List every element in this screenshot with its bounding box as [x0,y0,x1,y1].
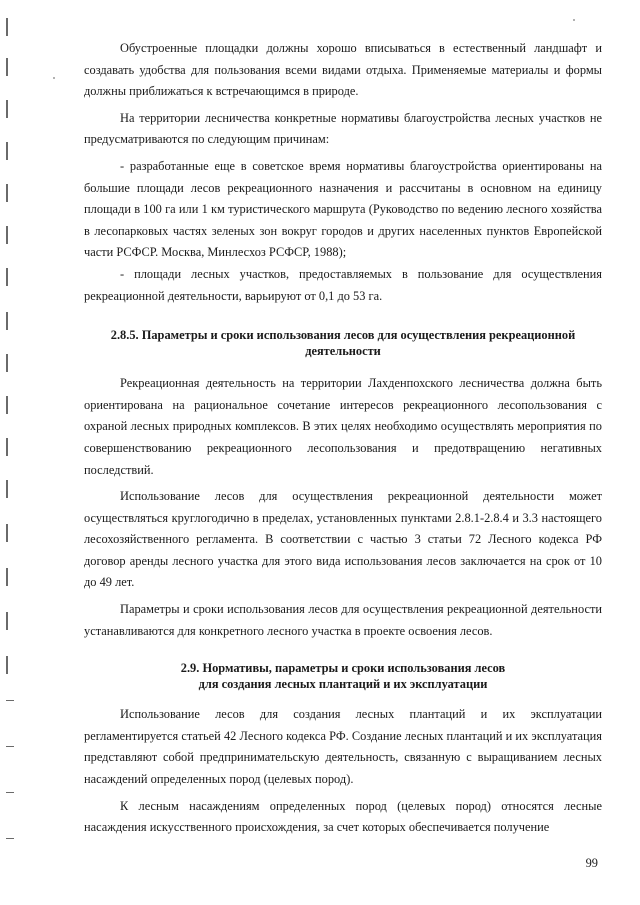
section-heading-2-9 [84,660,602,692]
margin-mark [6,700,14,701]
section-heading-2-8-5: 2.8.5. Параметры и сроки использования лесов для осуществления рекреационной деятельности [110,328,576,359]
margin-mark [6,354,8,372]
scan-speck [573,19,575,21]
margin-mark [6,396,8,414]
heading-line: для создания лесных плантаций и их эксплуатации [198,677,488,692]
margin-mark [6,838,14,839]
margin-mark [6,524,8,542]
margin-mark [6,100,8,118]
paragraph: На территории лесничества конкретные нормативы благоустройства лесных участков не предусматриваются по следующим причинам: [84,110,602,147]
margin-mark [6,480,8,498]
list-item: - площади лесных участков, предоставляемых в пользование для осуществления рекреационной деятельности, варьируют от 0,1 до 53 га. [84,266,602,303]
paragraph: К лесным насаждениям определенных пород (целевых пород) относятся лесные насаждения искусственного происхождения, за счет которых обеспечивается получение [84,798,602,835]
margin-mark [6,746,14,747]
margin-mark [6,142,8,160]
paragraph: Параметры и сроки использования лесов для осуществления рекреационной деятельности устанавливаются для конкретного лесного участка в проекте освоения лесов. [84,602,602,638]
margin-mark [6,656,8,674]
document-body [84,38,602,839]
binding-margin-marks [0,0,24,905]
page-number: 99 [585,856,598,870]
margin-mark [6,438,8,456]
margin-mark [6,268,8,286]
margin-mark [6,568,8,586]
scan-speck [53,77,55,79]
heading-line: 2.9. Нормативы, параметры и сроки использования лесов [180,661,506,676]
margin-mark [6,312,8,330]
paragraph: Использование лесов для осуществления рекреационной деятельности может осуществляться круглогодично в пределах, установленных пунктами 2.8.1-2.8.4 и 3.3 настоящего лесохозяйственного регламента. В соответствии с частью 3 статьи 72 Лесного кодекса РФ договор аренды лесного участка для этого вида использования лесов заключается на срок от 10 до 49 лет. [84,489,602,590]
margin-mark [6,184,8,202]
margin-mark [6,792,14,793]
margin-mark [6,58,8,76]
paragraph: Рекреационная деятельность на территории Лахденпохского лесничества должна быть ориентирована на рациональное сочетание интересов рекреационного лесопользования с охраной лесных природных комплексов. В этих целях необходимо осуществлять мероприятия по совершенствованию рекреационного лесопользования и предотвращению негативных последствий. [84,376,602,477]
margin-mark [6,18,8,36]
paragraph: Использование лесов для создания лесных плантаций и их эксплуатации регламентируется статьей 42 Лесного кодекса РФ. Создание лесных плантаций и их эксплуатация представляют собой предпринимательскую деятельность, связанную с выращиванием лесных насаждений определенных пород (целевых пород). [84,707,602,787]
margin-mark [6,612,8,630]
margin-mark [6,226,8,244]
paragraph: Обустроенные площадки должны хорошо вписываться в естественный ландшафт и создавать удобства для пользования всеми видами отдыха. Применяемые материалы и формы должны приближаться к встречающимся в природе. [84,41,602,99]
list-item: - разработанные еще в советское время нормативы благоустройства ориентированы на большие площади лесов рекреационного назначения и рассчитаны в основном на единицу площади в 100 га или 1 км туристического маршрута (Руководство по ведению лесного хозяйства в лесопарковых частях зеленых зон вокруг городов и других населенных пунктов Европейской части РСФСР. Москва, Минлесхоз РСФСР, 1988); [84,158,602,260]
